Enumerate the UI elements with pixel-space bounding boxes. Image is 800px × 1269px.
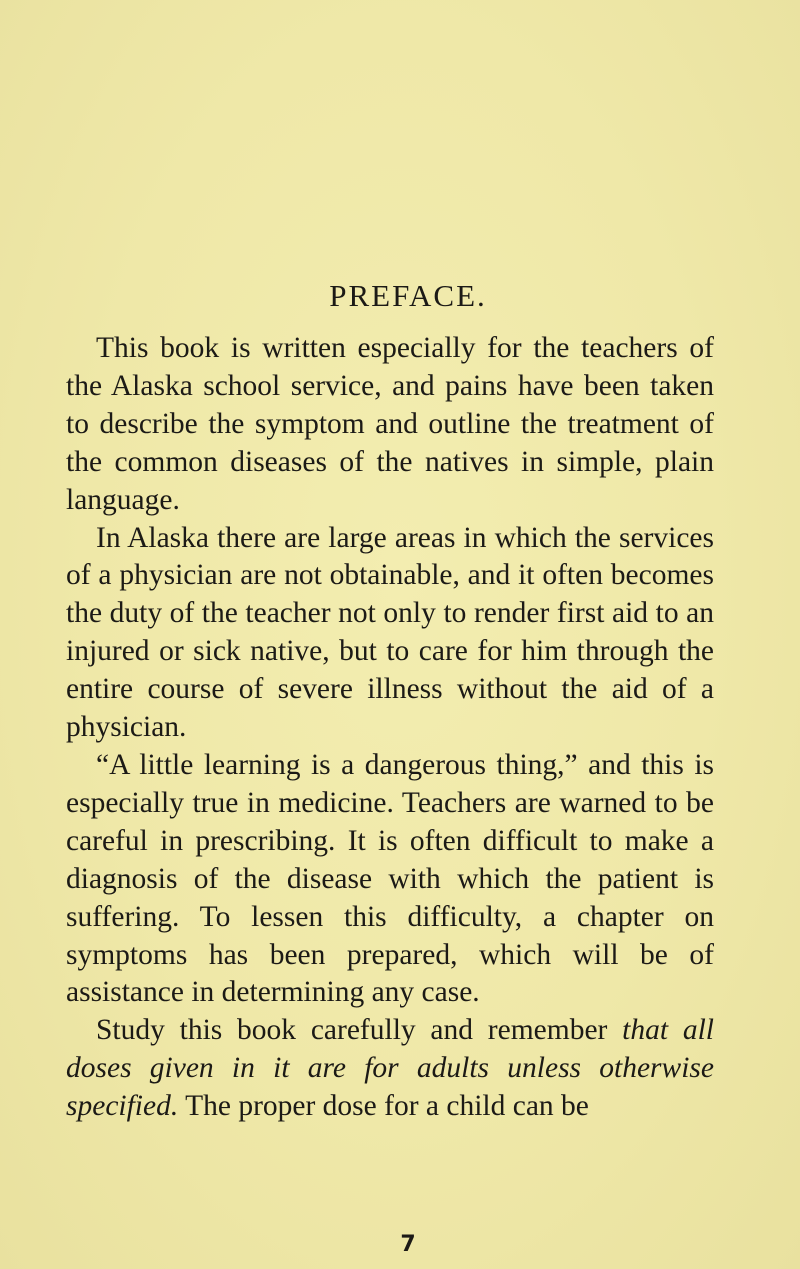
- preface-body: [66, 330, 714, 1126]
- dosage-note-emphasis: that all doses given in it are for adults unless otherwise specified.: [66, 1014, 714, 1123]
- paragraph-physician-services: In Alaska there are large areas in which the services of a physician are not obtainable, and it often becomes the duty of the teacher not only to render first aid to an injured or sick native, but to care for him through the entire course of severe illness without the aid of a physician.: [66, 521, 714, 744]
- page-number: 7: [400, 1232, 416, 1257]
- dosage-note-lead: Study this book carefully and remember: [96, 1014, 623, 1047]
- page-title: PREFACE.: [329, 278, 487, 313]
- dosage-note-tail: The proper dose for a child can be: [178, 1090, 589, 1123]
- paragraph-purpose: This book is written especially for the teachers of the Alaska school service, and pains have been taken to describe the symptom and outline the treatment of the common diseases of the natives in simple, plain language.: [66, 332, 714, 516]
- paragraph-little-learning: “A little learning is a dangerous thing,” and this is especially true in medicine. Teachers are warned to be careful in prescribing. It is often difficult to make a diagnosis of the disease with which the patient is suffering. To lessen this difficulty, a chapter on symptoms has been prepared, which will be of assistance in determining any case.: [66, 748, 714, 1009]
- paragraph-dosage-note: [66, 1012, 714, 1126]
